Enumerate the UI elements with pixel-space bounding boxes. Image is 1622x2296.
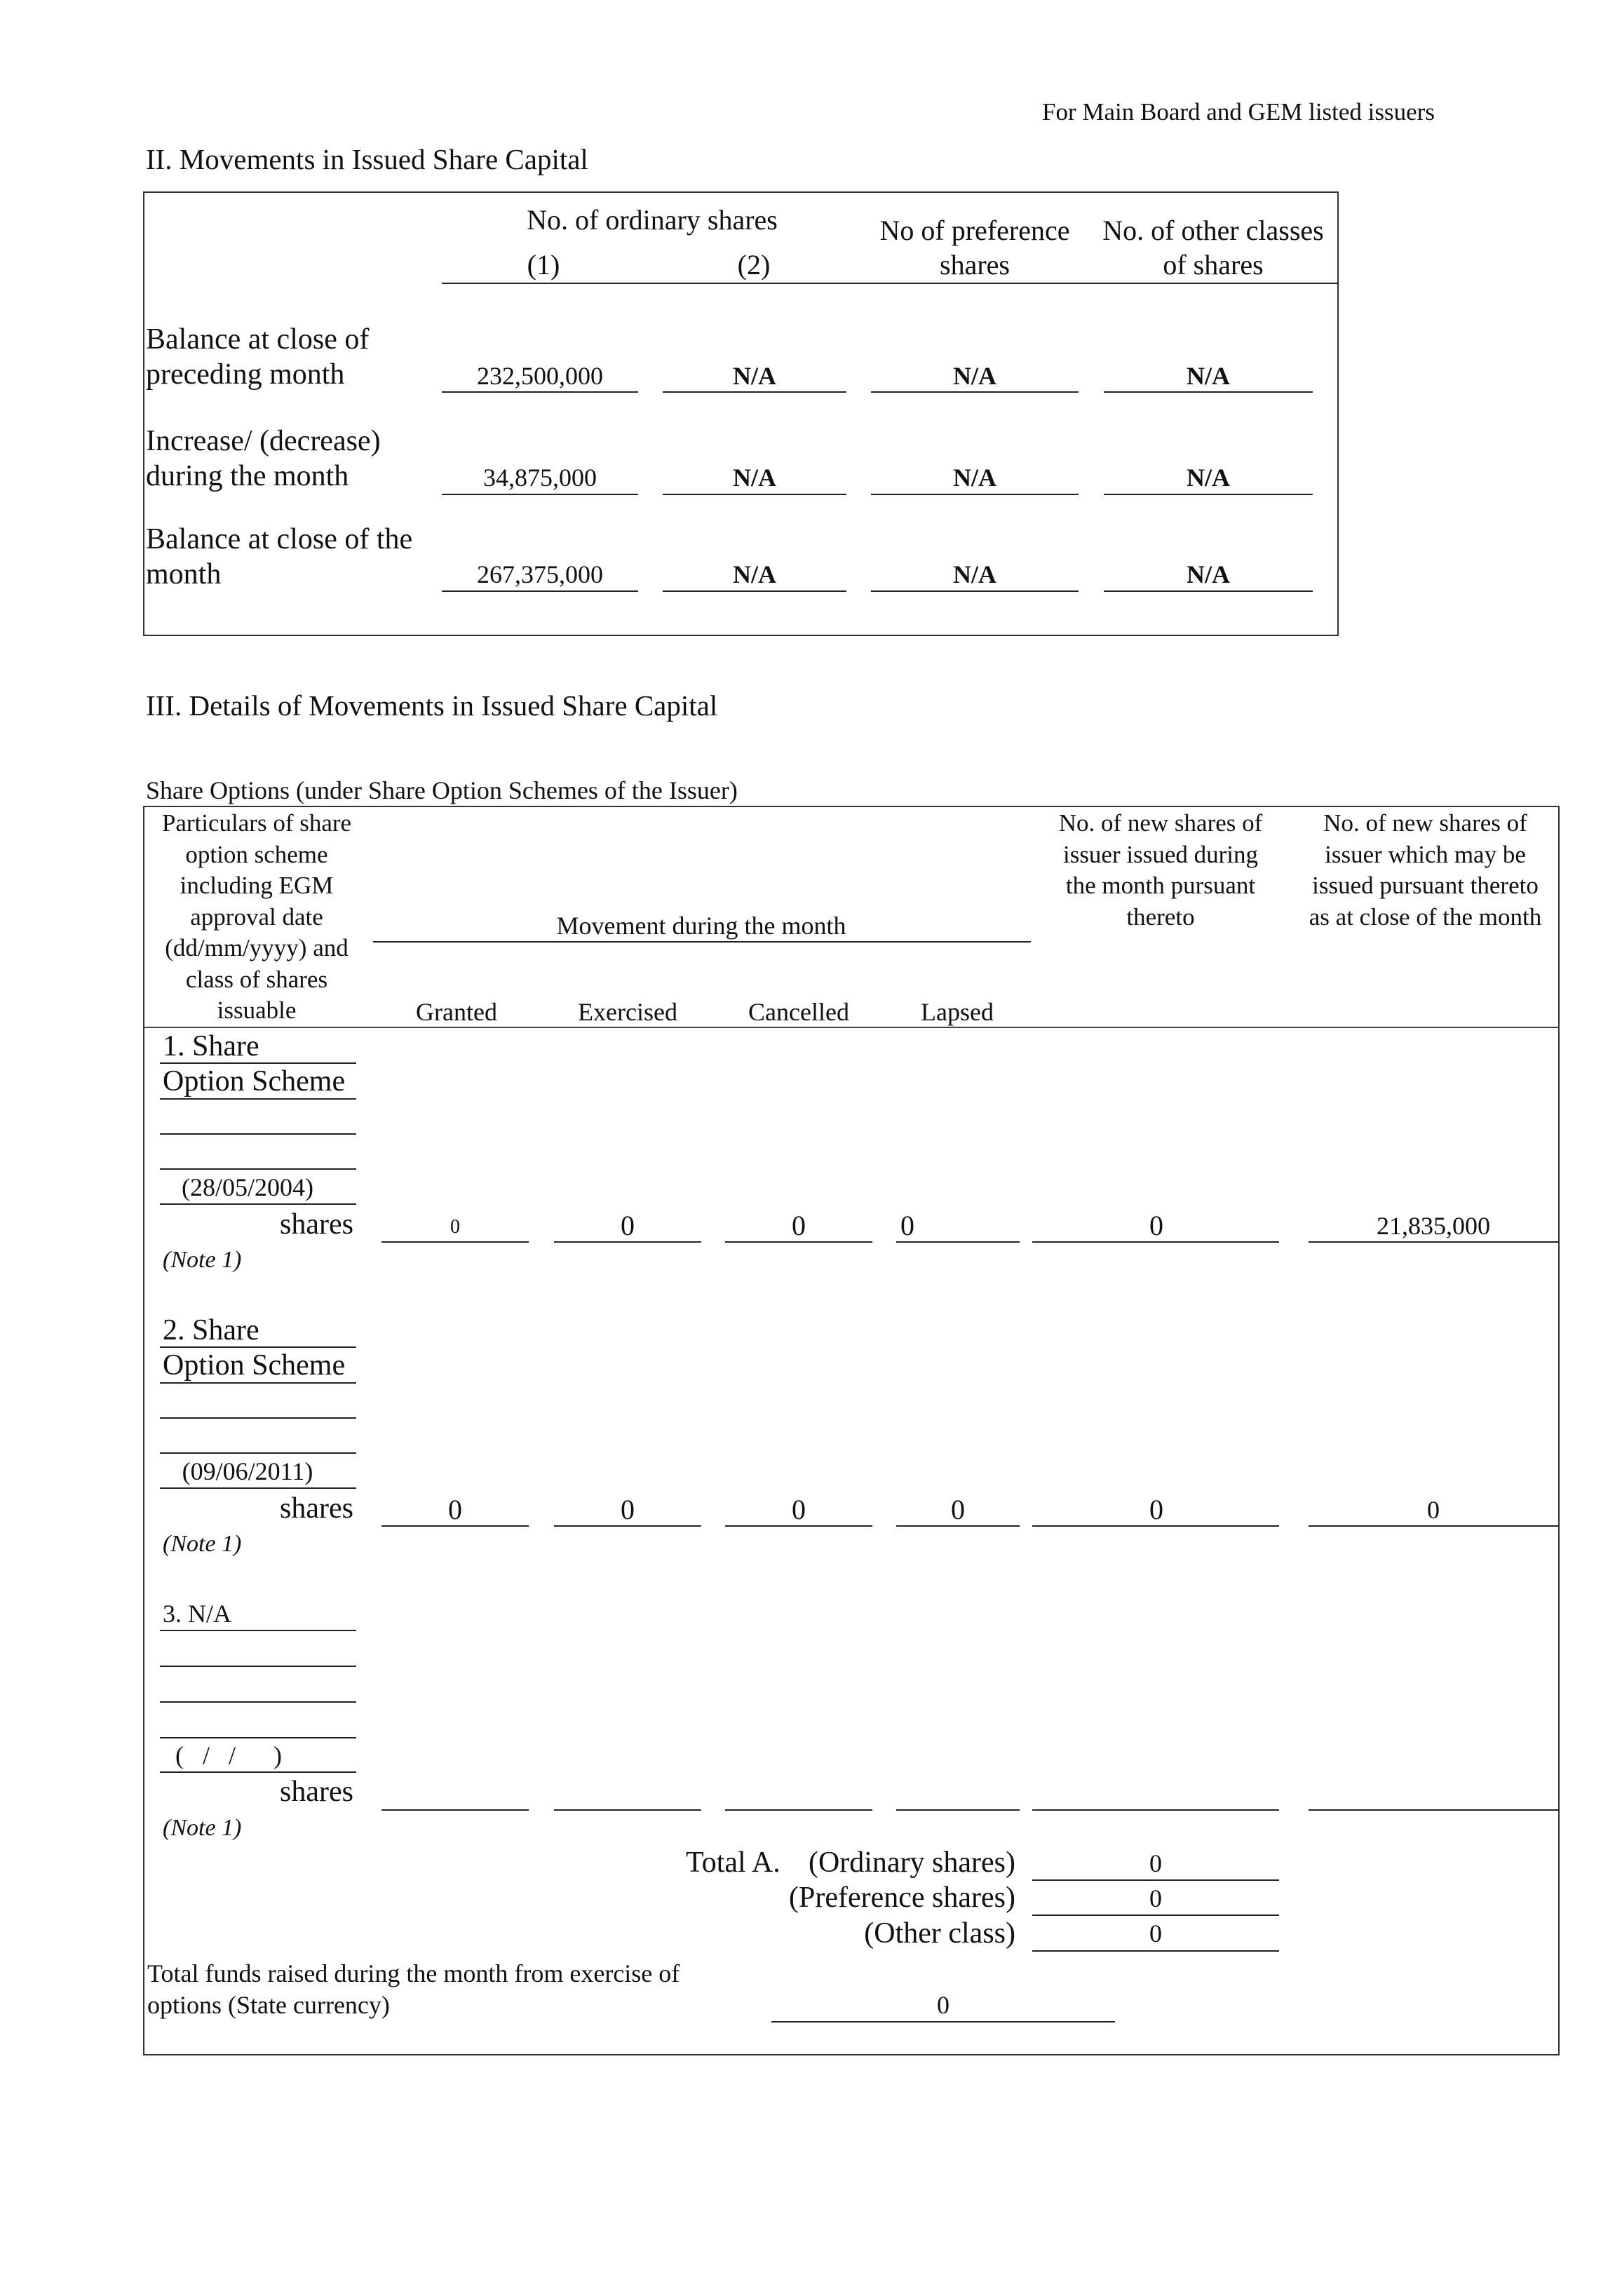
underline: [1032, 1915, 1279, 1916]
movement-header-underline: [373, 941, 1031, 943]
underline: [160, 1417, 356, 1419]
ord2-value: N/A: [733, 560, 776, 588]
col-ordinary-header: No. of ordinary shares: [527, 204, 778, 236]
underline: [663, 494, 846, 495]
underline: [1032, 1809, 1279, 1811]
ord1-value: 34,875,000: [483, 464, 597, 492]
col-new-issued-header: No. of new shares of issuer issued during the month pursuant thereto: [1058, 809, 1263, 931]
underline: [896, 1241, 1020, 1243]
col-may-issue-header: No. of new shares of issuer which may be issued pursuant thereto as at close of the month: [1309, 809, 1542, 931]
scheme-name-line1: 3. N/A: [163, 1600, 231, 1628]
may-issue-value: 0: [1427, 1496, 1440, 1524]
row-label-line1: Balance at close of the: [146, 523, 413, 555]
table-header-divider: [143, 1027, 1560, 1028]
underline: [160, 1203, 356, 1205]
exercised-value: 0: [621, 1210, 635, 1241]
scheme-approval-date: (28/05/2004): [182, 1173, 313, 1201]
cancelled-value: 0: [792, 1494, 806, 1525]
ord1-value: 267,375,000: [477, 560, 603, 588]
underline: [554, 1809, 701, 1811]
underline: [1032, 1241, 1279, 1243]
scheme-name-line2: Option Scheme: [163, 1065, 346, 1098]
underline: [160, 1487, 356, 1489]
underline: [896, 1525, 1020, 1527]
scheme-approval-date: (09/06/2011): [182, 1457, 313, 1485]
underline: [663, 590, 846, 592]
ord2-value: N/A: [733, 464, 776, 492]
granted-value: 0: [450, 1216, 460, 1238]
cancelled-value: 0: [792, 1210, 806, 1241]
row-label-line2: month: [146, 558, 222, 590]
header-underline: [442, 283, 1339, 284]
underline: [381, 1525, 529, 1527]
ord2-value: N/A: [733, 362, 776, 390]
row-label-line2: preceding month: [146, 358, 345, 391]
underline: [160, 1452, 356, 1454]
issued-value: 0: [1149, 1210, 1163, 1241]
total-other-label: (Other class): [864, 1917, 1015, 1950]
col-ordinary-2-header: (2): [737, 249, 771, 281]
pref-value: N/A: [953, 362, 996, 390]
col-particulars-header: Particulars of share option scheme including EGM approval date (dd/mm/yyyy) and class of shares issuable: [161, 809, 352, 1024]
underline: [1104, 590, 1313, 592]
section-3-title: III. Details of Movements in Issued Share Capital: [146, 689, 718, 722]
col-granted-header: Granted: [416, 998, 497, 1026]
section-2-title: II. Movements in Issued Share Capital: [146, 143, 588, 175]
total-ordinary-value: 0: [1149, 1849, 1162, 1877]
scheme-name-line1: 1. Share: [163, 1030, 259, 1062]
underline: [1032, 1950, 1279, 1952]
scheme-shares-label: shares: [280, 1776, 353, 1808]
underline: [160, 1168, 356, 1170]
underline: [1309, 1241, 1560, 1243]
row-label-line1: Increase/ (decrease): [146, 425, 381, 457]
underline: [442, 391, 638, 393]
underline: [160, 1737, 356, 1738]
scheme-note: (Note 1): [163, 1247, 242, 1273]
underline: [1032, 1879, 1279, 1881]
col-exercised-header: Exercised: [578, 998, 677, 1026]
lapsed-value: 0: [951, 1494, 965, 1525]
underline: [871, 391, 1079, 393]
underline: [160, 1133, 356, 1135]
underline: [771, 2021, 1115, 2022]
underline: [663, 391, 846, 393]
total-other-value: 0: [1149, 1919, 1162, 1947]
share-options-subtitle: Share Options (under Share Option Schemes of the Issuer): [146, 776, 738, 804]
may-issue-value: 21,835,000: [1377, 1212, 1490, 1240]
col-other-header-line1: No. of other classes: [1102, 215, 1324, 246]
scheme-name-line2: Option Scheme: [163, 1349, 346, 1382]
total-ordinary-label: (Ordinary shares): [808, 1846, 1015, 1879]
underline: [160, 1098, 356, 1100]
scheme-approval-date: ( / / ): [175, 1741, 282, 1769]
other-value: N/A: [1187, 464, 1230, 492]
underline: [871, 494, 1079, 495]
underline: [381, 1241, 529, 1243]
scheme-name-line1: 2. Share: [163, 1314, 259, 1346]
underline: [160, 1630, 356, 1631]
underline: [896, 1809, 1020, 1811]
col-preference-header-line2: shares: [940, 249, 1010, 281]
col-cancelled-header: Cancelled: [748, 998, 849, 1026]
col-other-header-line2: of shares: [1163, 249, 1264, 281]
underline: [160, 1346, 356, 1348]
ord1-value: 232,500,000: [477, 362, 603, 390]
underline: [442, 590, 638, 592]
row-label-line1: Balance at close of: [146, 323, 370, 356]
underline: [160, 1771, 356, 1773]
col-movement-header: Movement during the month: [556, 912, 846, 940]
underline: [381, 1809, 529, 1811]
col-ordinary-1-header: (1): [527, 249, 560, 281]
underline: [160, 1062, 356, 1064]
funds-raised-value: 0: [937, 1991, 949, 2019]
underline: [160, 1382, 356, 1384]
underline: [554, 1241, 701, 1243]
lapsed-value: 0: [900, 1210, 914, 1241]
header-note: For Main Board and GEM listed issuers: [1042, 98, 1435, 126]
scheme-shares-label: shares: [280, 1492, 353, 1525]
underline: [725, 1525, 872, 1527]
col-lapsed-header: Lapsed: [921, 998, 994, 1026]
underline: [160, 1701, 356, 1703]
funds-raised-label-line2: options (State currency): [147, 1991, 390, 2019]
col-preference-header-line1: No of preference: [879, 215, 1070, 246]
underline: [1309, 1809, 1560, 1811]
scheme-shares-label: shares: [280, 1208, 353, 1241]
underline: [871, 590, 1079, 592]
granted-value: 0: [448, 1494, 462, 1525]
underline: [1104, 494, 1313, 495]
scheme-note: (Note 1): [163, 1531, 242, 1557]
total-preference-label: (Preference shares): [789, 1882, 1015, 1914]
pref-value: N/A: [953, 464, 996, 492]
underline: [554, 1525, 701, 1527]
scheme-note: (Note 1): [163, 1815, 242, 1841]
total-preference-value: 0: [1149, 1884, 1162, 1912]
row-label-line2: during the month: [146, 460, 349, 492]
funds-raised-label-line1: Total funds raised during the month from exercise of: [147, 1959, 680, 1987]
underline: [1309, 1525, 1560, 1527]
other-value: N/A: [1187, 362, 1230, 390]
pref-value: N/A: [953, 560, 996, 588]
underline: [1104, 391, 1313, 393]
underline: [442, 494, 638, 495]
total-a-label: Total A.: [686, 1846, 780, 1879]
exercised-value: 0: [621, 1494, 635, 1525]
other-value: N/A: [1187, 560, 1230, 588]
issued-value: 0: [1149, 1494, 1163, 1525]
underline: [725, 1241, 872, 1243]
underline: [725, 1809, 872, 1811]
underline: [160, 1666, 356, 1667]
underline: [1032, 1525, 1279, 1527]
